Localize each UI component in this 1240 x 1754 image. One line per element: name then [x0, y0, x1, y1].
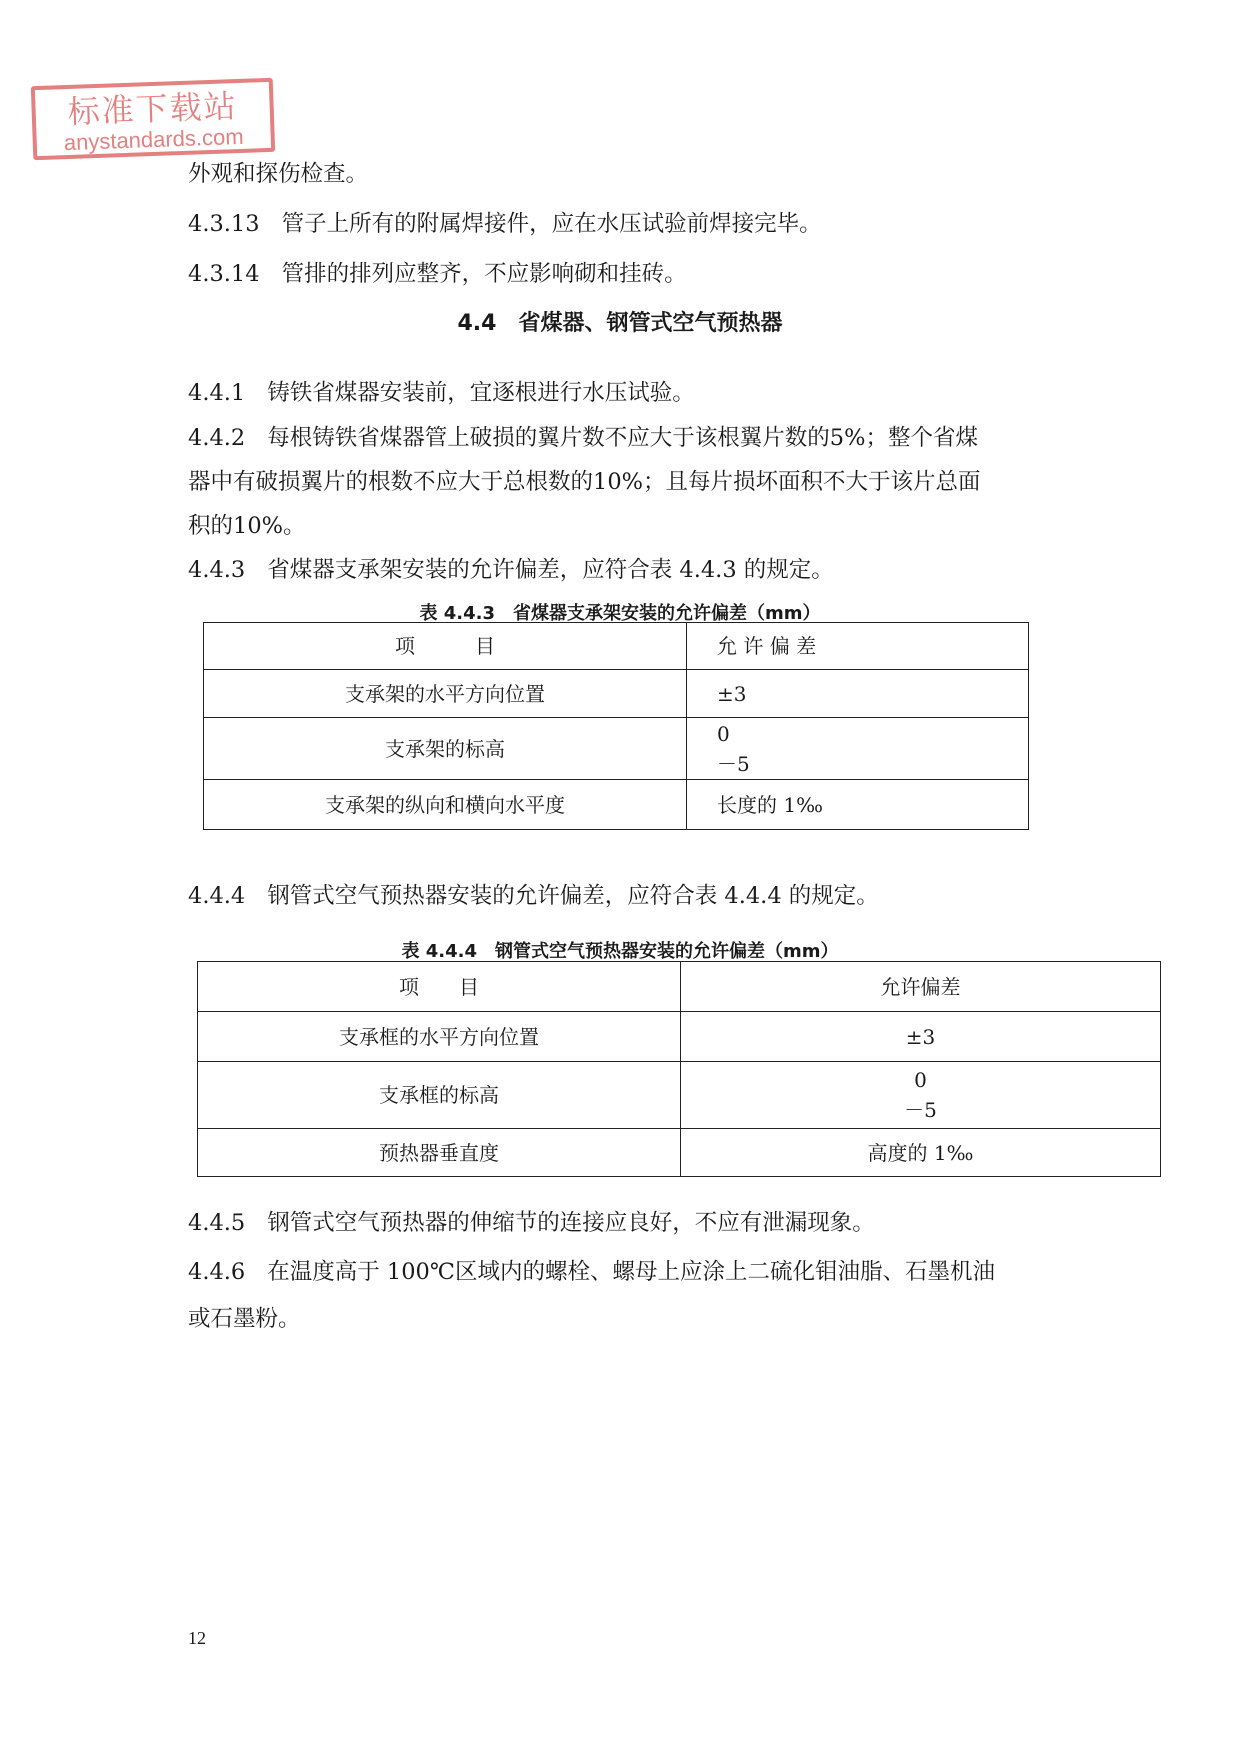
row-tolerance: ±3 [687, 670, 1029, 718]
clause-number: 4.4.5 [188, 1210, 246, 1236]
clause-4-4-6 [188, 1250, 1068, 1294]
row-item: 支承架的标高 [204, 718, 687, 780]
clause-4-4-6-line-2: 或石墨粉。 [188, 1306, 301, 1332]
clause-text-line-1: 在温度高于 100℃区域内的螺栓、螺母上应涂上二硫化钼油脂、石墨机油 [267, 1259, 996, 1285]
clause-text: 钢管式空气预热器的伸缩节的连接应良好，不应有泄漏现象。 [267, 1210, 875, 1236]
clause-4-4-1 [188, 371, 1068, 415]
clause-number: 4.4.4 [188, 883, 246, 909]
clause-4-4-3 [188, 548, 1068, 592]
table-4-4-3-caption: 表 4.4.3 省煤器支承架安装的允许偏差（mm） [419, 603, 821, 624]
clause-4-3-14 [188, 252, 1068, 296]
clause-text: 省煤器支承架安装的允许偏差，应符合表 4.4.3 的规定。 [267, 557, 834, 583]
header-item: 项 目 [198, 962, 681, 1012]
clause-number: 4.3.13 [188, 211, 260, 237]
header-item: 项 目 [204, 623, 687, 670]
watermark-en: anystandards.com [63, 123, 244, 156]
clause-text: 管子上所有的附属焊接件，应在水压试验前焊接完毕。 [281, 211, 822, 237]
clause-number: 4.4.1 [188, 380, 246, 406]
clause-text-line-1: 每根铸铁省煤器管上破损的翼片数不应大于该根翼片数的5%；整个省煤 [267, 425, 978, 451]
table-header-row [198, 962, 1161, 1012]
watermark-stamp [31, 78, 275, 160]
tolerance-upper: 0 [717, 721, 730, 746]
clause-4-4-2-line-3: 积的10%。 [188, 513, 306, 539]
header-tolerance: 允 许 偏 差 [687, 623, 1029, 670]
row-tolerance [687, 718, 1029, 780]
table-row [204, 780, 1029, 830]
table-row [198, 1062, 1161, 1129]
table-row [204, 670, 1029, 718]
clause-number: 4.4.3 [188, 557, 246, 583]
table-row [204, 718, 1029, 780]
row-tolerance: 长度的 1‰ [687, 780, 1029, 830]
tolerance-lower: －5 [904, 1098, 937, 1122]
clause-text: 铸铁省煤器安装前，宜逐根进行水压试验。 [267, 380, 695, 406]
table-4-4-4 [197, 961, 1161, 1177]
clause-text: 管排的排列应整齐，不应影响砌和挂砖。 [281, 261, 687, 287]
tolerance-lower: －5 [717, 751, 750, 776]
watermark-cn: 标准下载站 [67, 87, 239, 131]
row-tolerance [681, 1062, 1161, 1129]
clause-4-4-2 [188, 416, 1068, 460]
row-tolerance: ±3 [681, 1012, 1161, 1062]
clause-4-4-5 [188, 1201, 1068, 1245]
clause-4-4-4 [188, 874, 1068, 918]
table-4-4-3 [203, 622, 1029, 830]
section-heading: 4.4 省煤器、钢管式空气预热器 [457, 311, 783, 336]
table-row [198, 1129, 1161, 1177]
page-number: 12 [188, 1628, 206, 1648]
tolerance-upper: 0 [914, 1068, 927, 1092]
row-item: 支承架的纵向和横向水平度 [204, 780, 687, 830]
clause-number: 4.4.6 [188, 1259, 246, 1285]
clause-4-3-13 [188, 202, 1068, 246]
table-header-row [204, 623, 1029, 670]
row-item: 预热器垂直度 [198, 1129, 681, 1177]
table-4-4-4-caption: 表 4.4.4 钢管式空气预热器安装的允许偏差（mm） [401, 941, 839, 962]
clause-text: 钢管式空气预热器安装的允许偏差，应符合表 4.4.4 的规定。 [267, 883, 879, 909]
row-item: 支承框的水平方向位置 [198, 1012, 681, 1062]
paragraph-text: 外观和探伤检查。 [188, 161, 369, 187]
table-row [198, 1012, 1161, 1062]
clause-number: 4.3.14 [188, 261, 260, 287]
paragraph-continuation [188, 152, 1068, 196]
row-item: 支承框的标高 [198, 1062, 681, 1129]
row-item: 支承架的水平方向位置 [204, 670, 687, 718]
header-tolerance: 允许偏差 [681, 962, 1161, 1012]
clause-4-4-2-line-2: 器中有破损翼片的根数不应大于总根数的10%；且每片损坏面积不大于该片总面 [188, 469, 981, 495]
row-tolerance: 高度的 1‰ [681, 1129, 1161, 1177]
clause-number: 4.4.2 [188, 425, 246, 451]
